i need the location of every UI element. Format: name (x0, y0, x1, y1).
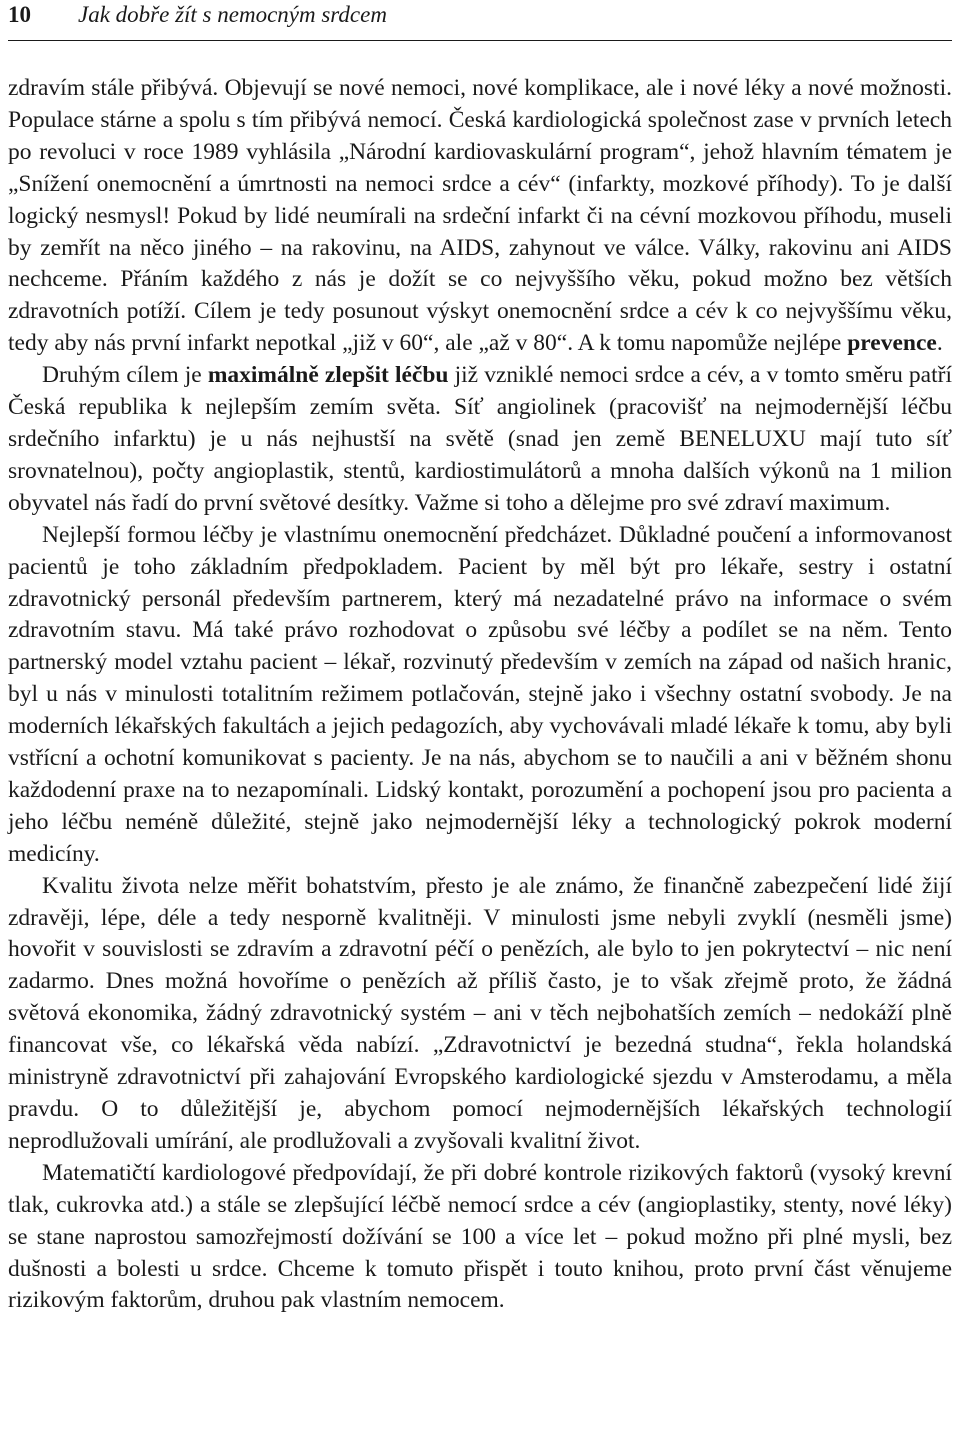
emphasized-text: maximálně zlepšit léčbu (207, 362, 449, 389)
text-run: Matematičtí kardiologové předpovídají, že při dobré kontrole rizikových faktorů (vysoký krevní tlak, cukrovka atd.) a stále se zlepšující léčbě nemocí srdce a cév (angioplastiky, stenty, nové léky) se stane naprostou samozřejmostí dožívání se 100 a více let – pokud možno při plné mysli, bez dušnosti a bolesti u srdce. Chceme k tomuto přispět i touto knihou, proto první část věnujeme rizikovým faktorům, druhou pak vlastním nemocem. (8, 1159, 952, 1314)
header-rule (8, 40, 952, 41)
text-run: již vzniklé nemoci srdce a cév, a v tomto směru patří Česká republika k nejlepším zemím světa. Síť angiolinek (pracovišť na nejmodernější léčbu srdečního infarktu) je u nás nejhustší na světě (snad jen země BENELUXU mají tuto síť srovnatelnou), počty angioplastik, stentů, kardiostimulátorů a mnoha dalších výkonů na 1 milion obyvatel nás řadí do první světové desítky. Važme si toho a dělejme pro své zdraví maximum. (8, 362, 952, 516)
body-text (8, 73, 952, 1317)
paragraph (8, 360, 952, 520)
emphasized-text: prevence (847, 330, 937, 357)
text-run: Druhým cílem je (42, 362, 208, 389)
text-run: zdravím stále přibývá. Objevují se nové nemoci, nové komplikace, ale i nové léky a nové možnosti. Populace stárne a spolu s tím přibývá nemocí. Česká kardiologická společnost zase v prvních letech po revoluci v roce 1989 vyhlásila „Národní kardiovaskulární program“, jehož hlavním tématem je „Snížení onemocnění a úmrtnosti na nemoci srdce a cév“ (infarkty, mozkové příhody). To je další logický nesmysl! Pokud by lidé neumírali na srdeční infarkt či na cévní mozkovou příhodu, museli by zemřít na něco jiného – na rakovinu, na AIDS, zahynout ve válce. Války, rakovinu ani AIDS nechceme. Přáním každého z nás je dožít se co nejvyššího věku, pokud možno bez větších zdravotních potíží. Cílem je tedy posunout výskyt onemocnění srdce a cév k co nejvyššímu věku, tedy aby nás první infarkt nepotkal „již v 60“, ale „až v 80“. A k tomu napomůže nejlépe (8, 75, 952, 357)
page-number: 10 (8, 2, 31, 27)
book-title: Jak dobře žít s nemocným srdcem (78, 2, 387, 27)
paragraph (8, 1158, 952, 1318)
text-run: Kvalitu života nelze měřit bohatstvím, přesto je ale známo, že finančně zabezpečení lidé žijí zdravěji, lépe, déle a tedy nesporně kvalitněji. V minulosti jsme nebyli zvyklí (nesměli jsme) hovořit v souvislosti se zdravím a zdravotní péčí o penězích, ale bylo to jen pokrytectví – nic není zadarmo. Dnes možná hovoříme o penězích až příliš často, je to však zřejmě proto, že žádná světová ekonomika, žádný zdravotnický systém – ani v těch nejbohatších zemích – nedokáží plně financovat vše, co lékařská věda nabízí. „Zdravotnictví je bezedná studna“, řekla holandská ministryně zdravotnictví při zahajování Evropského kardiologické sjezdu v Amsterodamu, a měla pravdu. O to důležitější je, abychom pomocí nejmodernějších lékařských technologií neprodlužovali umírání, ale prodlužovali a zvyšovali kvalitní život. (8, 872, 952, 1154)
running-head (8, 0, 952, 30)
text-run: . (936, 330, 943, 357)
paragraph (8, 520, 952, 871)
paragraph (8, 871, 952, 1158)
paragraph (8, 73, 952, 360)
text-run: Nejlepší formou léčby je vlastnímu onemocnění předcházet. Důkladné poučení a informovanost pacientů je toho základním předpokladem. Pacient by měl být pro lékaře, sestry i ostatní zdravotnický personál především partnerem, který má nezadatelné právo na informace o svém zdravotním stavu. Má také právo rozhodovat o způsobu své léčby a podílet se na něm. Tento partnerský model vztahu pacient – lékař, rozvinutý především v zemích na západ od našich hranic, byl u nás v minulosti totalitním režimem potlačován, stejně jako i všechny ostatní svobody. Je na moderních lékařských fakultách a jejich pedagozích, aby vychovávali mladé lékaře k tomu, aby byli vstřícní a ochotní komunikovat s pacienty. Je na nás, abychom se to naučili a ani v běžném shonu každodenní praxe na to nezapomínali. Lidský kontakt, porozumění a pochopení jsou pro pacienta a jeho léčbu neméně důležité, stejně jako nejmodernější léky a technologický pokrok moderní medicíny. (8, 521, 952, 867)
